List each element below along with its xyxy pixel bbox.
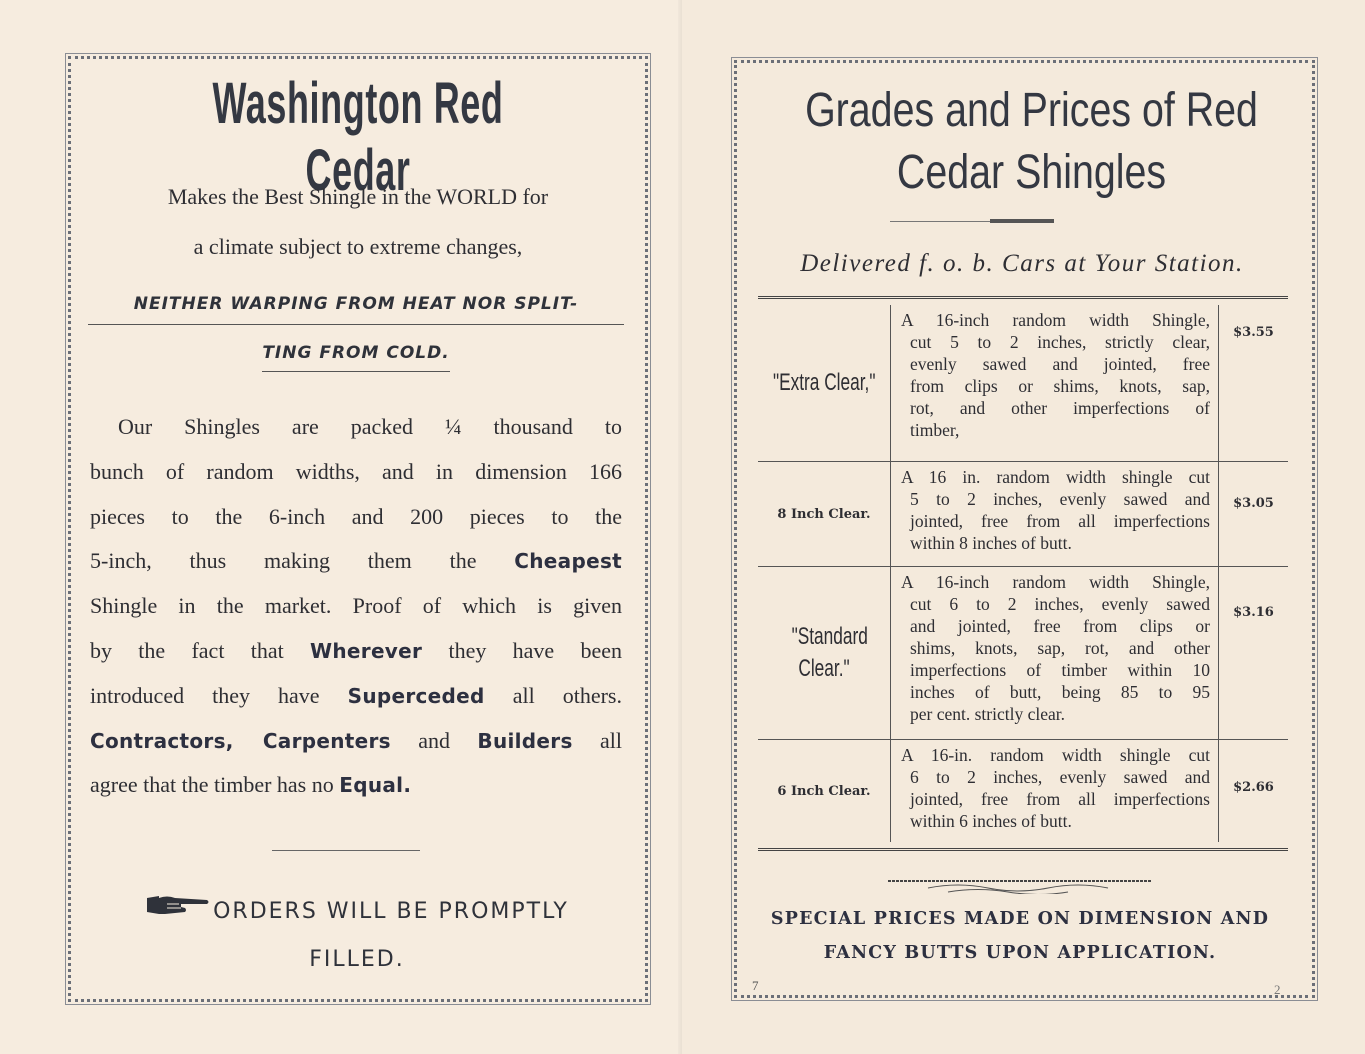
grade-name: 6 Inch Clear. — [777, 783, 871, 799]
page-number: 2 — [1274, 982, 1281, 997]
table-row — [758, 740, 1288, 842]
grade-description: A 16-in. random width shingle cut 6 to 2 inches, evenly sawed and jointed, free from all imperfections within 6 inches of butt. — [891, 740, 1219, 842]
intro-text: Makes the Best Shingle in the WORLD for a climate subject to extreme changes, — [167, 184, 549, 259]
grade-description: A 16 in. random width shingle cut 5 to 2 inches, evenly sawed and jointed, free from all imperfections within 8 inches of butt. — [891, 462, 1219, 566]
page-title: Grades and Prices of Red Cedar Shingles — [805, 84, 1258, 199]
subtitle: Delivered f. o. b. Cars at Your Station. — [800, 250, 1244, 277]
grade-description: A 16-inch random width Shingle, cut 6 to 2 inches, evenly sawed and jointed, free from clips or shims, knots, sap, rot, and other imperfections of timber within 10 inches of butt, being 85 to 95 per cent. strictly clear. — [891, 567, 1219, 739]
divider — [272, 850, 420, 851]
table-row — [758, 305, 1288, 462]
orders-notice: ORDERS WILL BE PROMPTLY FILLED. — [92, 888, 622, 984]
emphasis-builders: Builders — [477, 728, 573, 753]
emphasis-wherever: Wherever — [310, 638, 423, 663]
emphasis-contractors: Contractors, Carpenters — [90, 728, 391, 753]
grade-price: $3.55 — [1233, 325, 1274, 340]
grade-name: "Standard Clear." — [791, 623, 868, 682]
emphasis-superceded: Superceded — [347, 683, 485, 708]
table-row — [758, 462, 1288, 567]
grade-description: A 16-inch random width Shingle, cut 5 to 2 inches, strictly clear, evenly sawed and jointed, free from clips or shims, knots, sap, rot, and other imperfections of timber, — [891, 305, 1219, 461]
grade-price: $3.05 — [1233, 496, 1274, 511]
grade-name: "Extra Clear," — [772, 369, 876, 396]
warning-heading: NEITHER WARPING FROM HEAT NOR SPLIT- TING FROM COLD. — [88, 290, 624, 372]
page-number: 7 — [752, 978, 759, 993]
emphasis-equal: Equal. — [339, 773, 412, 798]
price-table — [758, 296, 1288, 851]
special-prices-notice: SPECIAL PRICES MADE ON DIMENSION AND FANCY BUTTS UPON APPLICATION. — [770, 909, 1270, 963]
pointing-hand-icon — [145, 888, 211, 936]
title-underline-bar — [990, 219, 1054, 223]
grade-name: 8 Inch Clear. — [777, 506, 871, 522]
wave-ornament — [888, 878, 1152, 894]
grade-price: $2.66 — [1233, 780, 1274, 795]
left-page — [0, 0, 682, 1054]
emphasis-cheapest: Cheapest — [514, 549, 623, 574]
body-paragraph: Our Shingles are packed ¼ thousand to bunch of random widths, and in dimension 166 pieces to the 6-inch and 200 pieces to the 5-inch, thus making them the Cheapest Shingle in the market. Proof of which is given by the fact that Wherever they have been introduced they have Superceded all others. Contractors, Carpenters and Builders all agree that the timber has no Equal. — [90, 414, 623, 798]
table-row — [758, 567, 1288, 740]
grade-price: $3.16 — [1233, 605, 1274, 620]
page-title: Washington Red Cedar — [212, 71, 504, 203]
